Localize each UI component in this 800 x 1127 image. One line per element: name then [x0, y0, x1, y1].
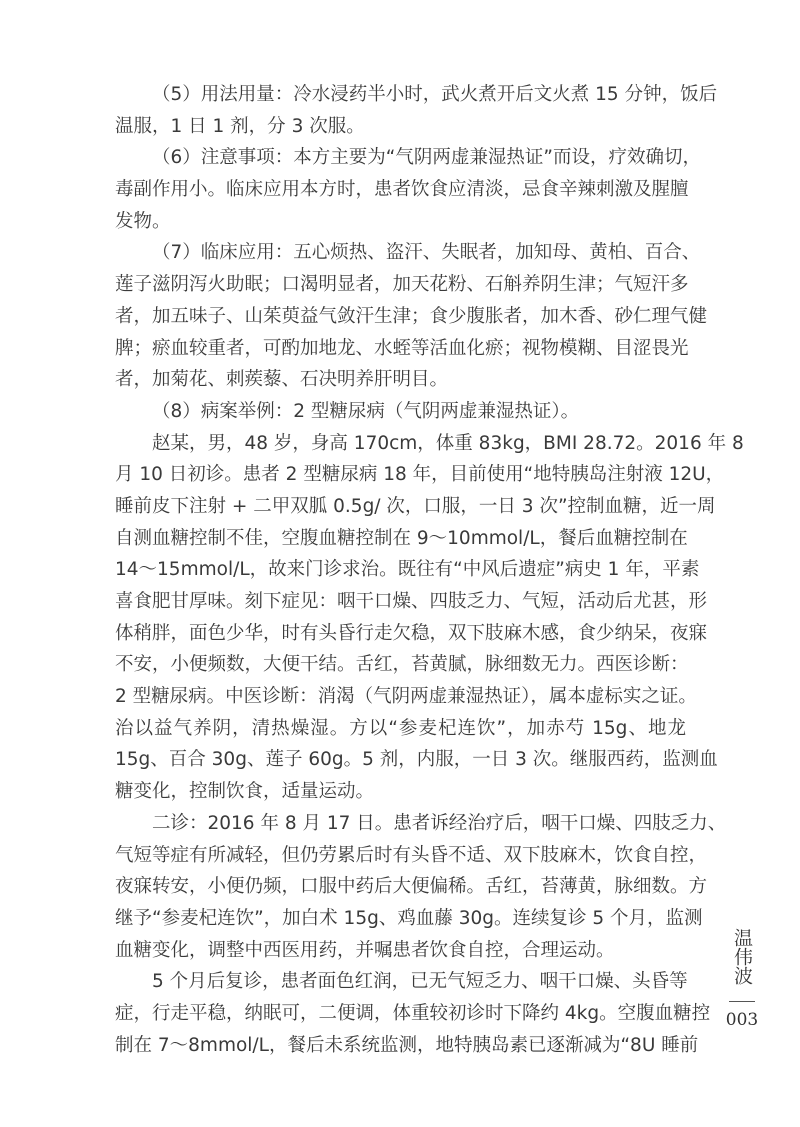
text-line: 发物。 — [115, 210, 171, 232]
text-line: 者，加菊花、刺蒺藜、石决明养肝明目。 — [115, 369, 449, 391]
text-line: 5 个月后复诊，患者面色红润，已无气短乏力、咽干口燥、头昏等 — [152, 971, 688, 993]
text-line: 制在 7～8mmol/L，餐后未系统监测，地特胰岛素已逐渐减为“8U 睡前 — [115, 1034, 699, 1056]
text-line: 气短等症有所减轻，但仍劳累后时有头昏不适、双下肢麻木，饮食自控， — [115, 844, 708, 866]
text-line: 体稍胖，面色少华，时有头昏行走欠稳，双下肢麻木感，食少纳呆，夜寐 — [115, 622, 708, 644]
text-line: 15g、百合 30g、莲子 60g。5 剂，内服，一日 3 次。继服西药，监测血 — [115, 749, 718, 771]
text-line: 毒副作用小。临床应用本方时，患者饮食应清淡，忌食辛辣刺激及腥膻 — [115, 179, 689, 201]
text-line: （7）临床应用：五心烦热、盗汗、失眠者，加知母、黄柏、百合、 — [152, 242, 701, 264]
text-line: （8）病案举例：2 型糖尿病（气阴两虚兼湿热证）。 — [152, 400, 580, 422]
text-line: 者，加五味子、山茱萸益气敛汗生津；食少腹胀者，加木香、砂仁理气健 — [115, 305, 708, 327]
text-line: 喜食肥甘厚味。刻下症见：咽干口燥、四肢乏力、气短，活动后尤甚，形 — [115, 591, 708, 612]
paragraph — [115, 79, 718, 142]
text-line: 自测血糖控制不佳，空腹血糖控制在 9～10mmol/L，餐后血糖控制在 — [115, 527, 688, 549]
text-line: 赵某，男，48 岁，身高 170cm，体重 83kg，BMI 28.72。2016 年 8 — [152, 432, 744, 454]
text-line: 脾；瘀血较重者，可酌加地龙、水蛭等活血化瘀；视物模糊、目涩畏光 — [115, 337, 689, 359]
text-line: 血糖变化，调整中西医用药，并嘱患者饮食自控，合理运动。 — [115, 939, 615, 961]
text-line: 症，行走平稳，纳眠可，二便调，体重较初诊时下降约 4kg。空腹血糖控 — [115, 1002, 711, 1024]
paragraph — [115, 808, 727, 966]
text-line: 不安，小便频数，大便干结。舌红，苔黄腻，脉细数无力。西医诊断： — [115, 654, 689, 676]
text-line: 14～15mmol/L，故来门诊求治。既往有“中风后遗症”病史 1 年，平素 — [115, 559, 700, 581]
text-line: 继予“参麦杞连饮”，加白术 15g、鸡血藤 30g。连续复诊 5 个月，监测 — [115, 907, 703, 929]
text-line: 治以益气养阴，清热燥湿。方以“参麦杞连饮”，加赤芍 15g、地龙 — [115, 717, 686, 739]
text-line: 温服，1 日 1 剂，分 3 次服。 — [115, 115, 365, 137]
paragraph — [115, 966, 711, 1061]
paragraph — [115, 237, 708, 395]
paragraph — [115, 428, 744, 808]
paragraph — [115, 396, 686, 428]
page-margin-footer — [722, 928, 762, 1030]
author-name: 温伟波 — [731, 928, 753, 985]
text-line: 二诊：2016 年 8 月 17 日。患者诉经治疗后，咽干口燥、四肢乏力、 — [152, 812, 727, 834]
text-line: 2 型糖尿病。中医诊断：消渴（气阴两虚兼湿热证），属本虚标实之证。 — [115, 686, 697, 708]
text-line: 糖变化，控制饮食，适量运动。 — [115, 781, 375, 803]
text-line: （6）注意事项：本方主要为“气阴两虚兼湿热证”而设，疗效确切， — [152, 147, 701, 169]
text-line: 夜寐转安，小便仍频，口服中药后大便偏稀。舌红，苔薄黄，脉细数。方 — [115, 876, 708, 898]
divider — [729, 1001, 755, 1002]
text-line: （5）用法用量：冷水浸药半小时，武火煮开后文火煮 15 分钟，饭后 — [152, 84, 718, 105]
text-line: 睡前皮下注射 + 二甲双胍 0.5g/ 次，口服，一日 3 次”控制血糖，近一周 — [115, 495, 716, 517]
text-line: 月 10 日初诊。患者 2 型糖尿病 18 年，目前使用“地特胰岛注射液 12U， — [115, 464, 725, 486]
page-number: 003 — [725, 1010, 759, 1030]
text-line: 莲子滋阴泻火助眠；口渴明显者，加天花粉、石斛养阴生津；气短汗多 — [115, 274, 689, 296]
paragraph — [115, 142, 701, 237]
